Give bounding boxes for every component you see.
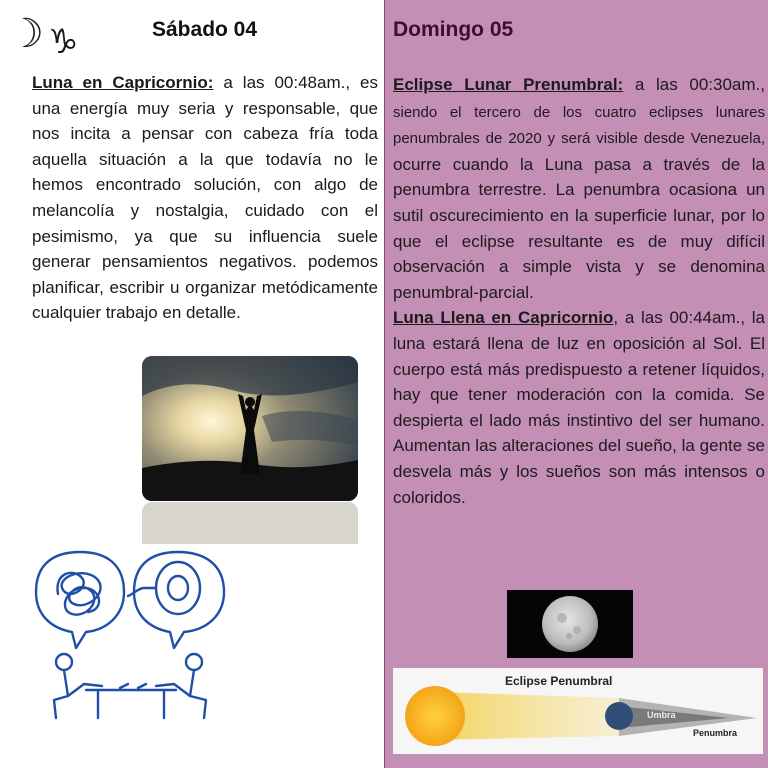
penumbra-label: Penumbra [693, 728, 738, 738]
thinking-people-sketch [28, 548, 234, 728]
saturday-paragraph [32, 70, 378, 326]
moon-icon: ☽ [8, 11, 44, 57]
silhouette-photo-reflection [142, 502, 358, 544]
silhouette-photo [142, 356, 358, 501]
eclipse-diagram-title: Eclipse Penumbral [505, 674, 613, 688]
sunday-paragraph [393, 72, 765, 510]
umbra-label: Umbra [647, 710, 676, 720]
sunday-title: Domingo 05 [393, 18, 514, 41]
eclipse-note: siendo el tercero de los cuatro eclipses lunares penumbrales de 2020 y será visible desde Venezuela, [393, 103, 765, 148]
sunday-column [384, 0, 768, 768]
luna-llena-body: , a las 00:44am., la luna estará llena de luz en oposición al Sol. El cuerpo está más predispuesto a retener líquidos, hay que tener moderación con la comida. Se despierta el lado más instintivo del ser humano. Aumentan las alteraciones del sueño, la gente se desvela más y los sueños son más intensos o coloridos. [393, 308, 766, 507]
eclipse-time: a las 00:30am., [623, 75, 765, 94]
capricorn-icon: ♑ [48, 22, 79, 62]
eclipse-lunar-heading: Eclipse Lunar Prenumbral: [393, 75, 624, 94]
saturday-body: a las 00:48am., es una energía muy seria y responsable, que nos incita a pensar con cabeza fría toda aquella situación a la que todavía no le hemos encontrado solución, con algo de melancolía y nostalgia, cuidado con el pesimismo, ya que su influencia suele generar pensamientos negativos. podemos planificar, escribir u organizar metódicamente cualquier trabajo en detalle. [32, 73, 378, 323]
luna-capricornio-heading: Luna en Capricornio: [32, 73, 214, 92]
eclipse-body: ocurre cuando la Luna pasa a través de la penumbra terrestre. La penumbra ocasiona un sutil oscurecimiento en la superficie lunar, por lo que el eclipse resultante es de muy difícil observación a simple vista y se denomina penumbral-parcial. [393, 154, 765, 302]
saturday-title: Sábado 04 [152, 18, 258, 41]
eclipse-diagram [393, 668, 763, 754]
luna-llena-heading: Luna Llena en Capricornio [393, 308, 614, 328]
full-moon-photo [507, 590, 633, 658]
